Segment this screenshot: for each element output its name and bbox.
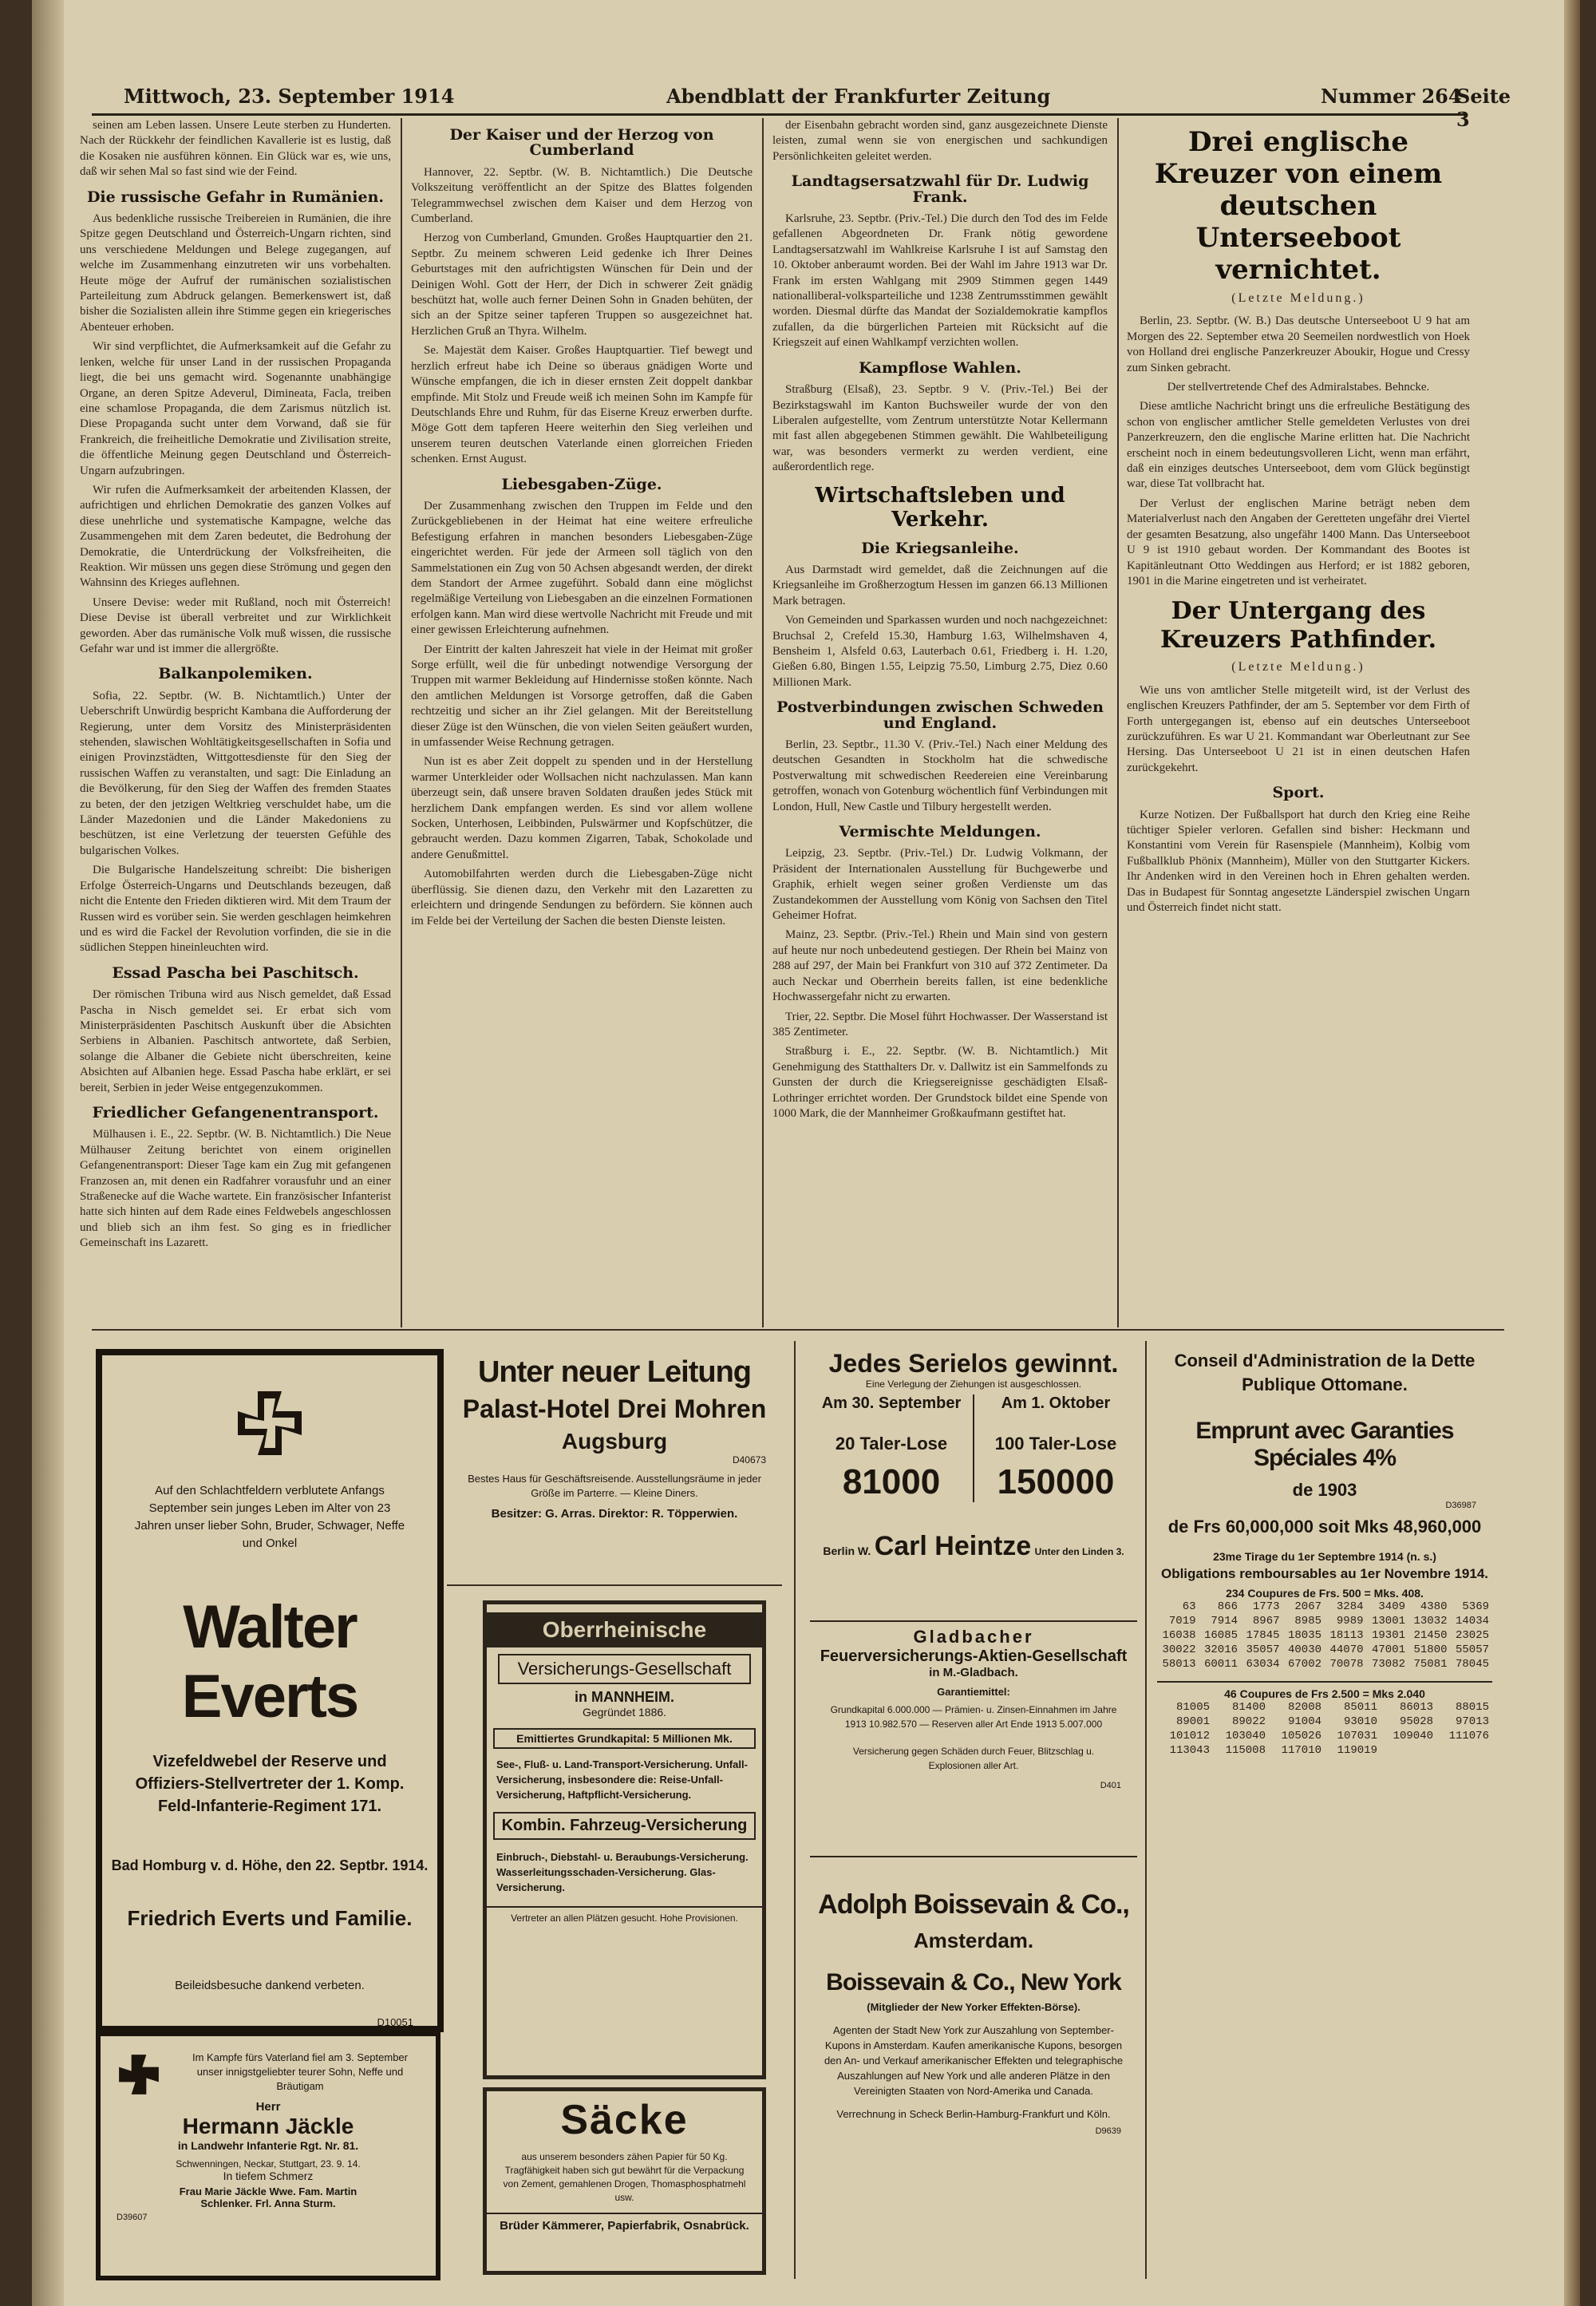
article-text: Leipzig, 23. Septbr. (Priv.-Tel.) Dr. Ludwig Volkmann, der Präsident der Internationalen Ausstellung für Buchgewerbe und Graphik, erhielt wegen seiner großen Verdienste um das Zustandekommen der Ausstellung vom König von Sachsen den Titel Geheimer Hofrat. [772,847,1108,923]
column-rule [762,118,764,1327]
header-number: Nummer 264 [1321,85,1462,108]
table-row [1157,1700,1492,1715]
obituary-place: Bad Homburg v. d. Höhe, den 22. Septbr. 1914. [111,1857,429,1873]
coupon-number: 115008 [1225,1744,1266,1757]
page-header [92,80,1511,131]
header-paper-title: Abendblatt der Frankfurter Zeitung [666,85,1051,108]
coupon-number: 60011 [1203,1658,1238,1671]
insurance-ad-oberrheinische [483,1600,766,2079]
column-4 [1127,118,1470,1319]
coupon-number: 16038 [1162,1629,1196,1642]
coupon-number: 89022 [1231,1715,1266,1728]
sacks-text: aus unserem besonders zähen Papier für 50 Kg. Tragfähigkeit haben sich gut bewährt für die Verpackung von Zement, gemahlenen Drogen, Thomasphosphatmehl usw. [503,2151,746,2203]
table-row [1157,1657,1492,1671]
bank-name-ny: Boissevain & Co., New York [826,1969,1121,1996]
coupon-number: 113043 [1169,1744,1210,1757]
obituary-note: Beileidsbesuche dankend verbeten. [175,1979,365,1992]
table-row [1157,1600,1492,1614]
article-text: Nun ist es aber Zeit doppelt zu spenden und in der Herstellung warmer Unterkleider oder Wollsachen nicht nachzulassen. Man kann überzeugt sein, daß unsere braven Soldaten draußen jedes Stück mit herzlichem Dank empfangen werden. Es sind vor allem wollene Socken, Unterhosen, Leibbinden, Pulswärmer und Kopfschützer, die gebraucht werden. Dazu kommen Zigarren, Tabak, Schokolade und andere Genußmittel. [411,755,753,861]
headline-gefangenentransport: Friedlicher Gefangenentransport. [92,1103,379,1121]
obituary-text: Im Kampfe fürs Vaterland fiel am 3. September unser innigstgeliebter teurer Sohn, Neffe und Bräutigam [192,2051,408,2092]
lottery-prize-2: 150000 [997,1462,1115,1501]
lottery-address: Unter den Linden 3. [1034,1546,1124,1557]
headline-postverbindungen: Postverbindungen zwischen Schweden und England. [776,698,1104,732]
article-text: seinen am Leben lassen. Unsere Leute sterben zu Hunderten. Nach der Rückkehr der feindlichen Kavallerie ist es lustig, daß die Kosaken nie ausführen können. Ein Glück war es, wie uns, daß wir sehen Mal so fast sind wie der Feind. [80,119,391,179]
ad-code: D40673 [732,1454,766,1465]
lottery-date-1: Am 30. September [821,1394,962,1412]
headline-essad: Essad Pascha bei Paschitsch. [112,963,359,982]
sacks-firm: Brüder Kämmerer, Papierfabrik, Osnabrück. [487,2213,762,2233]
insurer-agents: Vertreter an allen Plätzen gesucht. Hohe Provisionen. [487,1906,762,1924]
article-text: Straßburg i. E., 22. Septbr. (W. B. Nichtamtlich.) Mit Genehmigung des Statthalters Dr. v. Dallwitz ist ein Sammelfonds zu Gunsten der durch die Kriegsereignisse geschädigten Elsaß-Lothringer errichtet worden. Der Grundstock bildet eine Spende von 1000 Mark, die der Mannheimer Großkaufmann gestiftet hat. [772,1045,1108,1120]
ad-code: D36987 [1445,1501,1476,1510]
article-text: Unsere Devise: weder mit Rußland, noch mit Österreich! Diese Devise ist überall verbreitet und zur Wirklichkeit geworden. Aber das rumänische Volk muß wissen, die russische Gefahr war und ist immer die allergrößte. [80,595,391,655]
column-rule [1117,118,1119,1327]
coupon-number: 18113 [1329,1629,1364,1642]
hotel-text: Bestes Haus für Geschäftsreisende. Ausstellungsräume in jeder Größe im Parterre. — Kleine Diners. [468,1473,761,1499]
coupon-number: 2067 [1294,1600,1321,1613]
notice-headline: Conseil d'Administration de la Dette Publique Ottomane. [1174,1351,1476,1394]
coupon-number: 58013 [1162,1658,1196,1671]
ad-divider [447,1584,782,1586]
lottery-date-2: Am 1. Oktober [1001,1394,1111,1412]
lottery-subtitle: Eine Verlegung der Ziehungen ist ausgeschlossen. [865,1378,1082,1390]
headline-balkan: Balkanpolemiken. [158,665,313,683]
section-divider [92,1329,1504,1331]
headline-kampflose-wahlen: Kampflose Wahlen. [859,358,1021,377]
coupon-number: 78045 [1455,1658,1489,1671]
ad-code: D10051 [377,2016,413,2028]
lottery-headline: Jedes Serielos gewinnt. [828,1349,1119,1378]
coupon-number: 107031 [1337,1730,1377,1742]
insurer-auto: Kombin. Fahrzeug-Versicherung [493,1812,756,1840]
gladbacher-note: Versicherung gegen Schäden durch Feuer, Blitzschlag u. Explosionen aller Art. [852,1746,1095,1771]
headline-rumaenien: Die russische Gefahr in Rumänien. [86,188,385,206]
article-text: Der Verlust der englischen Marine beträgt neben dem Materialverlust nach den Angaben der Geretteten ungefähr drei Viertel der gesamten Besatzung, also ungefähr 1400 Mann. Das Unterseeboot U 9 ist 1910 gebaut worden. Der Kommandant des Bootes ist Kapitänleutnant Otto Weddingen aus Herford; er ist 1882 geboren, 1901 in die Marine eingetreten und ist verheiratet. [1127,496,1470,587]
lottery-prize-1: 81000 [842,1462,941,1501]
insurer-more: Einbruch-, Diebstahl- u. Beraubungs-Versicherung. Wasserleitungsschaden-Versicherung. Glas-Versicherung. [496,1851,749,1893]
coupon-number: 866 [1217,1600,1238,1613]
obituary-family: Frau Marie Jäckle Wwe. Fam. Martin Schlenker. Frl. Anna Sturm. [179,2185,358,2209]
obituary-jaeckle [96,2031,440,2280]
gladbacher-name: Feuerversicherungs-Aktien-Gesellschaft [820,1647,1128,1665]
header-date: Mittwoch, 23. September 1914 [124,85,455,108]
column-2 [411,118,753,1319]
article-text: Karlsruhe, 23. Septbr. (Priv.-Tel.) Die durch den Tod des im Felde gefallenen Abgeordneten Dr. Frank nötig gewordene Landtagsersatzwahl im Wahlkreise Karlsruhe I ist auf Samstag den 10. Oktober anberaumt worden. Bei der Wahl im Jahre 1913 war Dr. Frank im ersten Wahlgang mit 2909 Stimmen gegen 1449 nationalliberal-volksparteiliche und 1238 Zentrumsstimmen gewählt worden. Diesmal dürfte das Mandat der Sozialdemokratie kampflos zufallen, da die bürgerlichen Parteien mit Rücksicht auf die Kriegszeit auf einen Wahlkampf verzichten wollen. [772,212,1108,350]
hotel-headline: Unter neuer Leitung [477,1355,752,1389]
coupon-number: 1773 [1252,1600,1280,1613]
coupon-number: 16085 [1203,1629,1238,1642]
signature: Der stellvertretende Chef des Admiralstabes. Behncke. [1167,381,1430,394]
headline-liebesgaben: Liebesgaben-Züge. [501,475,662,493]
coupon-number: 105026 [1281,1730,1321,1742]
coupon-table-2 [1157,1700,1492,1758]
ottoman-debt-notice [1157,1349,1492,2275]
article-text: Straßburg (Elsaß), 23. Septbr. 9 V. (Priv.-Tel.) Bei der Bezirkstagswahl im Kanton Buchsweiler wurde der von den Liberalen aufgestellte, vom Zentrum unterstützte Notar Kellermann mit fast allen abgegebenen Stimmen gewählt. Die Wahlbeteiligung war, was besonders vermerkt zu werden verdient, eine außerordentlich rege. [772,383,1108,474]
obituary-title: Herr [255,2100,281,2114]
article-text: der Eisenbahn gebracht worden sind, ganz ausgezeichnete Dienste leisten, zumal wenn sie von energischen und sachkundigen Persönlichkeiten geleitet werden. [772,119,1108,163]
hotel-owner: Besitzer: G. Arras. Direktor: R. Töpperwien. [491,1507,738,1521]
notice-tirage: 23me Tirage du 1er Septembre 1914 (n. s.) [1213,1550,1436,1563]
obituary-name: Hermann Jäckle [182,2114,354,2138]
coupon-number: 3409 [1378,1600,1405,1613]
lottery-ad [810,1349,1137,1612]
article-text: Diese amtliche Nachricht bringt uns die erfreuliche Bestätigung des schon von englischer amtlicher Stelle gemeldeten Verlustes von drei Panzerkreuzern, den die englische Marine erlitten hat. Die Nachricht erscheint noch in einem bedeutungsvolleren Licht, wenn man erfährt, daß ein einziges deutsches Unterseeboot, dem vom Glück begünstigt war, diese Tat vollbracht hat. [1127,400,1470,491]
table-row [1157,1628,1492,1643]
lottery-city: Berlin W. [823,1545,871,1557]
hotel-name: Palast-Hotel Drei Mohren [462,1394,767,1423]
table-row [1157,1729,1492,1743]
article-text: Hannover, 22. Septbr. (W. B. Nichtamtlich.) Die Deutsche Volkszeitung veröffentlicht an der Spitze des Blattes folgenden Telegrammwechsel zwischen dem Kaiser und dem Herzog von Cumberland. [411,165,753,226]
headline-wirtschaft: Wirtschaftsleben und Verkehr. [815,483,1065,532]
headline-landtagswahl: Landtagsersatzwahl für Dr. Ludwig Frank. [791,172,1089,206]
bank-footer: Verrechnung in Scheck Berlin-Hamburg-Frankfurt und Köln. [836,2108,1111,2120]
ad-code: D39607 [117,2213,148,2222]
headline-pathfinder: Der Untergang des Kreuzers Pathfinder. [1159,597,1437,655]
bank-city: Amsterdam. [913,1928,1034,1952]
lottery-lot-1: 20 Taler-Lose [835,1434,948,1454]
article-text: Aus bedenkliche russische Treibereien in Rumänien, die ihre Spitze gegen Deutschland und Österreich-Ungarn richten, sind uns verschiedene Meldungen und Belege zugegangen, auf welche im Zusammenhang einzutreten wir uns vorbehalten. Heute möge der Aufruf der rumänischen sozialistischen Parteileitung zum Abdruck gelangen. Bemerkenswert ist, daß bisher die Sozialisten allein ihre Stimme gegen ein kriegerisches Abenteuer erhoben. [80,212,391,334]
bank-text: Agenten der Stadt New York zur Auszahlung von September-Kupons in Amsterdam. Kaufen amerikanische Kupons, besorgen den An- und Verkauf amerikanischer Effekten und telegraphische Auszahlungen auf New York und alle anderen Plätze in den Vereinigten Staaten von Nord-Amerika und Canada. [824,2024,1124,2097]
obituary-rank: Vizefeldwebel der Reserve und Offiziers-Stellvertreter der 1. Komp. Feld-Infanterie-Regiment 171. [135,1753,405,1815]
coupon-number: 7019 [1168,1615,1196,1628]
obituary-place: Schwenningen, Neckar, Stuttgart, 23. 9. 14. [176,2158,361,2170]
coupon-number: 14034 [1455,1615,1489,1628]
page-edge [1564,0,1580,2306]
headline-vermischte: Vermischte Meldungen. [839,823,1041,841]
hotel-city: Augsburg [561,1429,668,1454]
coupon-number: 3284 [1336,1600,1364,1613]
newspaper-page [32,0,1580,2306]
coupon-number: 7914 [1211,1615,1238,1628]
insurance-ad-gladbacher [810,1620,1137,1849]
headline-kaiser-cumberland: Der Kaiser und der Herzog von Cumberland [449,126,714,160]
gladbacher-place: in M.-Gladbach. [929,1666,1018,1679]
table-row [1157,1743,1492,1758]
column-rule [1145,1341,1147,2279]
article-text: Sofia, 22. Septbr. (W. B. Nichtamtlich.) Unter der Ueberschrift Unwürdig bespricht Kambana die Aufforderung der Regierung, unter dem Vorsitz des Ministerpräsidenten stehenden, slawischen Wohltätigkeitsgesellschaften in Sofia und einigen Provinzstädten, Wittgottesdienste für den Sieg der russischen Waffen zu veranstalten, und sagt: Die Einladung an die Bevölkerung, für den Sieg der Waffen des fremden Staates zu beten, der den jetzigen Weltkrieg verschuldet habe, um die Länder Mazedonien und die Länder Makedoniens zu beschützen, ist eine Verletzung der teuersten Gefühle des bulgarischen Volkes. [80,689,391,857]
coupon-number: 44070 [1329,1643,1364,1656]
insurer-city: in MANNHEIM. [575,1689,674,1705]
coupon-number: 85011 [1343,1701,1377,1714]
article-text: Von Gemeinden und Sparkassen wurden und noch nachgezeichnet: Bruchsal 2, Crefeld 15.30, Hamburg 1.63, Wilhelmshaven 4, Bensheim 1, Alsfeld 0.63, Lauterbach 0.61, Friedberg i. H. 1.20, Gießen 6.80, Bingen 1.55, Leipzig 75.50, Limburg 2.75, Diez 0.60 Millionen Mark. [772,614,1108,689]
bank-name: Adolph Boissevain & Co., [818,1889,1129,1920]
coupon-number: 86013 [1399,1701,1433,1714]
article-text: Se. Majestät dem Kaiser. Großes Hauptquartier. Tief bewegt und herzlich erfreut habe ich Deine so überaus gnädigen Worte und Wünsche empfangen, die ich in dieser ernsten Zeit doppelt dankbar empfinde. Mit Stolz und Freude weiß ich meinen Sohn im Kampfe für Deutschlands Ehre und Ruhm, für das Eiserne Kreuz erwerben durfte. Möge Gott dem tapferen Heere weiterhin den Sieg verleihen und unserem teuren deutschen Vaterlande einen glorreichen Frieden schenken. Ernst August. [411,344,753,466]
coupon-number: 89001 [1175,1715,1210,1728]
coupon-number: 101012 [1169,1730,1210,1742]
coupon-number: 67002 [1287,1658,1321,1671]
coupon-number: 109040 [1393,1730,1433,1742]
coupon-number [1381,1743,1436,1758]
coupon-number: 9989 [1336,1615,1364,1628]
coupon-number: 13001 [1371,1615,1405,1628]
gladbacher-capital-label: Garantiemittel: [937,1686,1010,1698]
page-binding [32,0,64,2306]
coupon-number: 51800 [1413,1643,1448,1656]
notice-year: de 1903 [1292,1480,1357,1500]
article-text: Trier, 22. Septbr. Die Mosel führt Hochwasser. Der Wasserstand ist 385 Zentimeter. [772,1010,1108,1038]
hotel-ad [447,1349,782,1576]
obituary-text: Auf den Schlachtfeldern verblutete Anfangs September sein junges Leben im Alter von 23 Jahren unser lieber Sohn, Bruder, Schwager, Neffe und Onkel [134,1484,405,1550]
lottery-firm: Carl Heintze [874,1531,1032,1561]
coupon-number: 95028 [1399,1715,1433,1728]
iron-cross-icon [234,1387,306,1459]
column-3 [772,118,1108,1319]
coupon-number: 117010 [1281,1744,1321,1757]
article-text: Automobilfahrten werden durch die Liebesgaben-Züge nicht überflüssig. Sie dienen dazu, den Verkehr mit den Lazaretten zu erleichtern und dringende Sendungen zu befördern. Sie können auch im Felde bei der Verteilung der Sachen die besten Dienste leisten. [411,868,753,928]
headline-drei-kreuzer: Drei englische Kreuzer von einem deutschen Unterseeboot vernichtet. [1154,126,1443,286]
coupon-number: 13032 [1413,1615,1448,1628]
coupon-number: 103040 [1225,1730,1266,1742]
coupon-number: 75081 [1413,1658,1448,1671]
headline-kriegsanleihe: Die Kriegsanleihe. [861,539,1019,557]
coupon-number: 91004 [1287,1715,1321,1728]
obituary-name: Walter Everts [181,1593,358,1730]
coupon-number: 70078 [1329,1658,1364,1671]
article-text: Herzog von Cumberland, Gmunden. Großes Hauptquartier den 21. Septbr. Zu meinem schweren Leid gedenke ich Ihrer Deines Geburtstages mit den aufrichtigsten Wünschen für Dein und der Deinigen Wohl. Gott der Herr, der Dich in schwerer Zeit gnädig beschützt hat, wolle auch ferner Deinen Sohn in Gnaden behüten, der sich an der Spitze seiner tapferen Truppen so ausgezeichnet hat. Herzlichen Gruß an Thyra. Wilhelm. [411,231,753,338]
coupon-number: 23025 [1455,1629,1489,1642]
coupon-table-1 [1157,1600,1492,1671]
obituary-rank: in Landwehr Infanterie Rgt. Nr. 81. [177,2139,359,2152]
article-text: Aus Darmstadt wird gemeldet, daß die Zeichnungen auf die Kriegsanleihe im Großherzogtum Hessen im ganzen 66.13 Millionen Mark betragen. [772,563,1108,607]
article-text: Mülhausen i. E., 22. Septbr. (W. B. Nichtamtlich.) Die Neue Mülhauser Zeitung berichtet von einem originellen Gefangenentransport: Dieser Tage kam ein Zug mit gefangenen Franzosen an, mit denen ein Radfahrer vorausfuhr und an einer Straßenecke auf die Wache wartete. Ein französischer Infanterist hatte sich hinten auf dem Rade eines Feldwebels angeschlossen und blieb sich an ihm fest. So ging es in friedlicher Gemeinschaft ins Lazarett. [80,1128,391,1250]
notice-amount: de Frs 60,000,000 soit Mks 48,960,000 [1167,1517,1482,1537]
obituary-grief: In tiefem Schmerz [223,2170,314,2182]
table-row [1157,1715,1492,1729]
column-rule [401,118,402,1327]
coupon-number: 5369 [1462,1600,1489,1613]
sacks-ad [483,2087,766,2275]
notice-loan: Emprunt avec Garanties Spéciales 4% [1195,1418,1454,1471]
header-page: Seite 3 [1456,85,1511,131]
ad-code: D9639 [1095,2126,1121,2136]
coupon-number: 82008 [1287,1701,1321,1714]
coupon-number: 81005 [1175,1701,1210,1714]
gladbacher-capital-rows: Grundkapital 6.000.000 — Prämien- u. Zinsen-Einnahmen im Jahre 1913 10.982.570 — Reserven aller Art Ende 1913 5.007.000 [830,1704,1117,1730]
iron-cross-icon [117,2052,161,2097]
article-text: Berlin, 23. Septbr. (W. B.) Das deutsche Unterseeboot U 9 hat am Morgen des 22. September etwa 20 Seemeilen nordwestlich von Hoek von Holland drei englische Panzerkreuzer Aboukir, Hogue und Cressy zum Sinken gebracht. [1127,314,1470,374]
coupon-number: 32016 [1203,1643,1238,1656]
gladbacher-city: Gladbacher [913,1627,1034,1647]
coupon-number: 73082 [1371,1658,1405,1671]
coupon-number: 40030 [1287,1643,1321,1656]
article-text: Der Zusammenhang zwischen den Truppen im Felde und den Zurückgebliebenen in der Heimat hat eine weitere erfreuliche Befestigung erfahren in manchen besonders Liebesgaben-Züge eingerichtet werden. Für jede der Armeen soll täglich von den Sammelstationen ein Zug von 50 Achsen abgesandt werden, der direkt dem Standort der Armee zugeführt. Sobald dann eine möglichst regelmäßige Verteilung von Liebesgaben an die einzelnen Formationen erfolgen kann. Man wird diese wertvolle Nachricht mit Freude und mit einer gewissen Erleichterung aufnehmen. [411,499,753,637]
notice-obligations: Obligations remboursables au 1er Novembre 1914. [1160,1566,1489,1581]
bank-ad-boissevain [810,1856,1137,2272]
ad-code: D401 [1100,1781,1121,1790]
coupon-number: 63 [1182,1600,1196,1613]
coupon-number: 111076 [1448,1730,1489,1742]
coupon-number: 88015 [1455,1701,1489,1714]
coupon-number: 47001 [1371,1643,1405,1656]
article-text: Wir sind verpflichtet, die Aufmerksamkeit auf die Gefahr zu lenken, welche für unser Land in der russischen Propaganda liegt, die bei uns gemacht wird. Sogenannte unabhängige Organe, an deren Spitze Adeverul, Dimineata, Facla, treiben eine schamlose Propaganda, die dem Zarismus nützlich ist. Diese Propaganda sucht unter dem Vorwand, daß sie für Frankreich, die freiheitliche Demokratie und Zivilisation streite, die öffentliche Meinung gegen Deutschland und Österreich-Ungarn aufzubringen. [80,340,391,477]
column-1 [80,118,391,1319]
insurer-name: Oberrheinische [487,1612,762,1647]
column-rule [794,1341,796,2279]
coupon-number: 21450 [1413,1629,1448,1642]
article-text: Berlin, 23. Septbr., 11.30 V. (Priv.-Tel.) Nach einer Meldung des deutschen Gesandten in Stockholm hat die schwedische Postverwaltung mit schwedischen Reedereien eine Vereinbarung getroffen, wonach von Gotenburg wöchentlich fünf Verbindungen mit London, Hull, New Castle und Tilbury hergestellt werden. [772,738,1108,813]
coupon-number: 55057 [1455,1643,1489,1656]
coupon-number: 19301 [1371,1629,1405,1642]
article-text: Der römischen Tribuna wird aus Nisch gemeldet, daß Essad Pascha in Nisch gemeldet sei. Er erbat sich vom Ministerpräsidenten Paschitsch Auskunft über die Absichten Serbiens in Albanien. Paschitsch antwortete, daß Serbien, solange die Albaner die Gebiete nicht überschreiten, keine Absichten auf Albanien hege. Essad Pascha habe erklärt, er sei bereit, Serbien in jeder Weise entgegenzukommen. [80,988,391,1094]
table-title-2: 46 Coupures de Frs 2.500 = Mks 2.040 [1157,1681,1492,1700]
coupon-number: 4380 [1420,1600,1448,1613]
coupon-number: 97013 [1455,1715,1489,1728]
article-text: Kurze Notizen. Der Fußballsport hat durch den Krieg eine Reihe tüchtiger Spieler verloren. Gefallen sind bisher: Heckmann und Konstantini vom Verein für Rasenspiele (Mannheim), Kolbig vom Fußballklub Phönix (Mannheim), Müller von den Stuttgarter Kickers. Ihr Andenken wird in den Vereinen hoch in Ehren gehalten werden. Das in Budapest für Sonntag angesetzte Länderspiel zwischen Ungarn und Österreich findet nicht statt. [1127,808,1470,914]
subheadline: (Letzte Meldung.) [1231,291,1365,305]
coupon-number: 93010 [1343,1715,1377,1728]
coupon-number: 8967 [1252,1615,1280,1628]
insurer-year: Gegründet 1886. [582,1706,667,1719]
subheadline: (Letzte Meldung.) [1231,660,1365,674]
sacks-headline: Säcke [560,2097,689,2143]
table-row [1157,1643,1492,1657]
article-text: Die Bulgarische Handelszeitung schreibt: Die bisherigen Erfolge Österreich-Ungarns und Deutschlands bezeugen, daß nicht die Entente den Frieden diktieren wird. Mit dem Traum der Russen wird es vorüber sein. Sie werden geschlagen heimkehren und es wird die Fackel der Revolution vorfinden, die sie in die südlichen Steppen hineinleuchten wird. [80,864,391,955]
coupon-number: 119019 [1337,1744,1377,1757]
insurer-subtitle: Versicherungs-Gesellschaft [498,1654,751,1684]
coupon-number [1436,1743,1492,1758]
lottery-lot-2: 100 Taler-Lose [994,1434,1117,1454]
article-text: Wie uns von amtlicher Stelle mitgeteilt wird, ist der Verlust des englischen Kreuzers Pathfinder, der am 5. September vor dem Firth of Forth untergegangen ist, ebenso auf ein deutsches Unterseeboot zurückzuführen. Es war U 21. Kommandant war Oberleutnant zur See Hersing. Das Unterseeboot U 21 ist in einen deutschen Hafen zurückgekehrt. [1127,683,1470,774]
article-text: Mainz, 23. Septbr. (Priv.-Tel.) Rhein und Main sind von gestern auf heute nur noch unbedeutend gestiegen. Der Rhein bei Mainz von 288 auf 297, der Main bei Frankfurt von 310 auf 372 Zentimeter. Da auch Neckar und Oberrhein bereits fallen, ist eine bedenkliche Hochwassergefahr nicht zu erwarten. [772,928,1108,1004]
coupon-number: 81400 [1231,1701,1266,1714]
coupon-number: 63034 [1246,1658,1280,1671]
coupon-number: 17845 [1246,1629,1280,1642]
article-text: Der Eintritt der kalten Jahreszeit hat viele in der Heimat mit großer Sorge erfüllt, weil die für unbedingt notwendige Versorgung der Truppen mit warmer Bekleidung auf Hindernisse stoßen könnte. Nach den amtlichen Meldungen ist Vorsorge getroffen, daß die Gaben rechtzeitig und sicher an ihr Ziel gelangen. Mit der Bereitstellung dieser Züge ist den Wünschen, die von vielen Seiten geäußert wurden, in umfassender Weise Rechnung getragen. [411,643,753,750]
table-row [1157,1614,1492,1628]
coupon-number: 18035 [1287,1629,1321,1642]
bank-subtitle: (Mitglieder der New Yorker Effekten-Börse). [867,2001,1080,2013]
article-text: Wir rufen die Aufmerksamkeit der arbeitenden Klassen, der aufrichtigen und ehrlichen Demokratie des ganzen Volkes auf diese unehrliche und systematische Kampagne, welche das Zusammengehen mit dem Zaren bedeutet, die Bedrohung der Demokratie, die Unterdrückung der Volksfreiheiten, die Reaktion. Wir müssen uns gegen diese Strömung und gegen den Wahnsinn des Krieges auflehnen. [80,483,391,590]
obituary-everts [96,1349,444,2032]
headline-sport: Sport. [1272,784,1325,802]
table-title-1: 234 Coupures de Frs. 500 = Mks. 408. [1226,1587,1424,1600]
insurer-capital: Emittiertes Grundkapital: 5 Millionen Mk. [493,1728,756,1749]
coupon-number: 35057 [1246,1643,1280,1656]
coupon-number: 30022 [1162,1643,1196,1656]
obituary-family: Friedrich Everts und Familie. [127,1906,413,1930]
coupon-number: 8985 [1294,1615,1321,1628]
insurer-lines: See-, Fluß- u. Land-Transport-Versicherung. Unfall-Versicherung, insbesondere die: Reise-Unfall-Versicherung, Haftpflicht-Versicherung. [496,1758,748,1801]
